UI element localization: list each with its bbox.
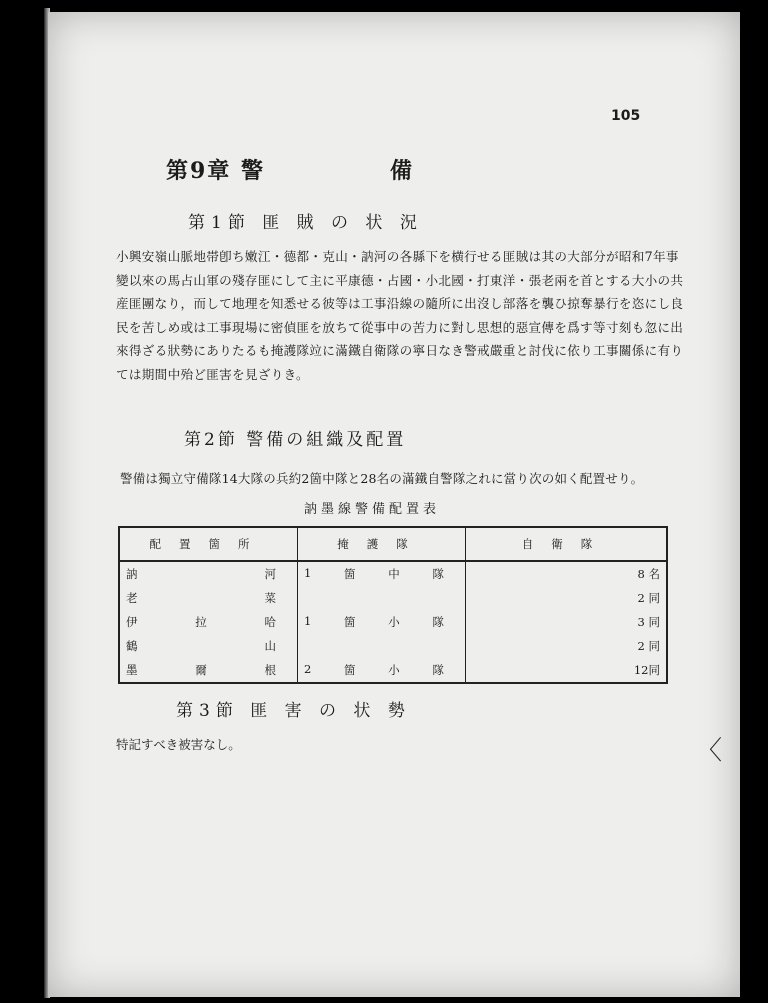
scanned-page (48, 12, 740, 997)
table-row (119, 634, 667, 658)
section-1-heading: 第1節 匪 賊 の 状 況 (188, 213, 423, 233)
escort-cell (298, 561, 466, 586)
self-defense-cell: 12同 (466, 658, 668, 683)
header-escort: 掩護隊 (298, 527, 466, 561)
escort-char: 隊 (432, 567, 444, 582)
self-defense-cell: 2 同 (466, 634, 668, 658)
location-cell (119, 610, 298, 634)
section-1-paragraph: 小興安嶺山脈地帯卽ち嫩江・德都・克山・訥河の各縣下を横行せる匪賊は其の大部分が昭和7年事變以來の馬占山軍の殘存匪にして主に平康德・占國・小北國・打東洋・張老兩を首とする大小の共産匪團なり，而して地理を知悉せる彼等は工事沿線の隨所に出沒し部落を襲ひ掠奪暴行を恣にし良民を苦しめ或は工事現場に密偵匪を放ちて從事中の苦力に對し思想的惡宣傳を爲す等寸刻も忽に出來得ざる狀勢にありたるも掩護隊竝に滿鐵自衛隊の寧日なき警戒嚴重と討伐に依り工事關係に有りては期間中殆ど匪害を見ざりき。 (116, 249, 684, 382)
section-3-note: 特記すべき被害なし。 (116, 737, 241, 752)
chapter-heading-tail: 備 (390, 158, 413, 184)
chapter-heading: 第9章 警 (166, 158, 265, 184)
page-number: 105 (611, 108, 641, 124)
self-defense-cell: 3 同 (466, 610, 668, 634)
escort-cell (298, 658, 466, 683)
table-row (119, 561, 667, 586)
escort-char: 箇 (344, 662, 356, 677)
escort-count: 1 (304, 566, 312, 581)
section-3-heading: 第3節 匪 害 の 状 勢 (176, 701, 411, 721)
location-cell (119, 561, 298, 586)
location-char: 鶴 (126, 638, 138, 653)
location-char: 河 (264, 567, 276, 582)
table-row (119, 658, 667, 683)
location-cell (119, 586, 298, 610)
escort-cell (298, 610, 466, 634)
location-char: 墨 (126, 662, 138, 677)
escort-char: 隊 (432, 614, 444, 629)
margin-mark: 〈 (696, 736, 723, 766)
escort-char: 箇 (344, 614, 356, 629)
location-cell (119, 658, 298, 683)
escort-char: 中 (388, 567, 400, 582)
escort-char: 箇 (344, 567, 356, 582)
location-char: 訥 (126, 567, 138, 582)
location-cell (119, 634, 298, 658)
table-row (119, 610, 667, 634)
escort-count: 2 (304, 661, 312, 676)
location-char: 拉 (195, 614, 207, 629)
table-header-row (119, 527, 667, 561)
deployment-table (118, 526, 668, 684)
escort-count: 1 (304, 613, 312, 628)
self-defense-cell: 8 名 (466, 561, 668, 586)
header-self-defense: 自衛隊 (466, 527, 668, 561)
location-char: 老 (126, 591, 138, 606)
table-row (119, 586, 667, 610)
section-2-intro: 警備は獨立守備隊14大隊の兵約2箇中隊と28名の滿鐵自警隊之れに當り次の如く配置せり。 (120, 471, 644, 486)
location-char: 菜 (264, 591, 276, 606)
escort-cell (298, 634, 466, 658)
section-2-heading: 第2節 警備の組織及配置 (184, 430, 407, 450)
location-char: 爾 (195, 662, 207, 677)
escort-cell (298, 586, 466, 610)
escort-char: 隊 (432, 662, 444, 677)
location-char: 伊 (126, 614, 138, 629)
location-char: 根 (264, 662, 276, 677)
escort-char: 小 (388, 614, 400, 629)
self-defense-cell: 2 同 (466, 586, 668, 610)
header-location: 配置箇所 (119, 527, 298, 561)
location-char: 哈 (264, 614, 276, 629)
escort-char: 小 (388, 662, 400, 677)
location-char: 山 (264, 638, 276, 653)
table-title: 訥墨線警備配置表 (304, 502, 441, 517)
